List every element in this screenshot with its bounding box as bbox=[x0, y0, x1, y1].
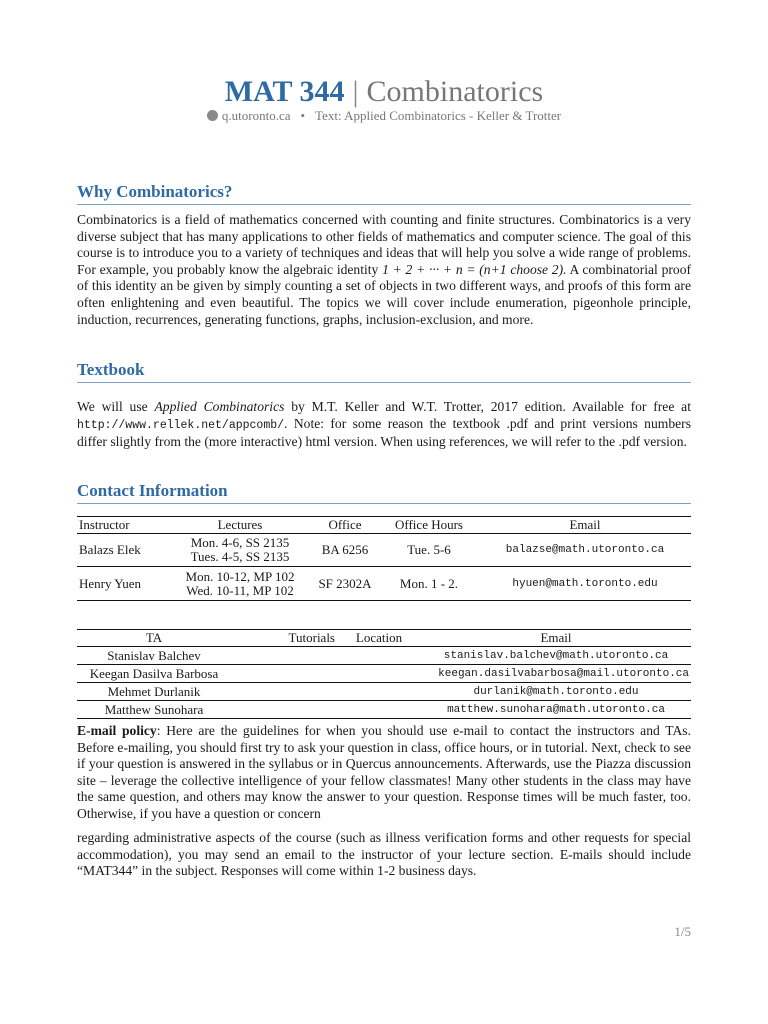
globe-icon bbox=[207, 110, 218, 121]
office: SF 2302A bbox=[311, 567, 379, 601]
ta-location bbox=[337, 683, 421, 701]
email-policy-paragraph bbox=[77, 723, 691, 823]
page-number: 1/5 bbox=[674, 924, 691, 939]
email-policy-paragraph-continued bbox=[77, 830, 691, 880]
textbook-reference: Text: Applied Combinatorics - Keller & Trotter bbox=[315, 108, 562, 123]
why-text-part2: A combinatorial proof of this identity an be given by simply counting a set of objects in two different ways, and proofs of this form are often enlightening and even beautiful. The topics we will cover include enumeration, pigeonhole principle, induction, recurrences, generating functions, graphs, inclusion-exclusion, and more. bbox=[77, 261, 692, 327]
title-separator: | bbox=[352, 75, 359, 108]
instructor-table bbox=[77, 516, 691, 601]
lecture-slot: Mon. 4-6, SS 2135 bbox=[190, 535, 290, 550]
subtitle bbox=[77, 108, 691, 124]
textbook-post: . Note: for some reason the textbook .pdf and print versions numbers differ slightly from the (more interactive) html version. When using references, we will refer to the .pdf version. bbox=[77, 415, 691, 450]
ta-tutorial bbox=[231, 683, 337, 701]
ta-name: Mehmet Durlanik bbox=[77, 683, 231, 701]
col-header-ta: TA bbox=[77, 630, 231, 647]
ta-location bbox=[337, 647, 421, 665]
col-header-email: Email bbox=[421, 630, 691, 647]
ta-location bbox=[337, 701, 421, 719]
ta-name: Keegan Dasilva Barbosa bbox=[77, 665, 231, 683]
col-header-lectures: Lectures bbox=[169, 517, 311, 534]
lecture-times bbox=[169, 534, 311, 567]
instructor-name: Balazs Elek bbox=[77, 534, 169, 567]
course-code: MAT 344 bbox=[224, 75, 345, 108]
textbook-paragraph bbox=[77, 399, 691, 451]
table-row bbox=[77, 683, 691, 701]
office-hours: Mon. 1 - 2. bbox=[379, 567, 479, 601]
page-title bbox=[77, 74, 691, 110]
email-link[interactable]: matthew.sunohara@math.utoronto.ca bbox=[421, 701, 691, 719]
lecture-slot: Mon. 10-12, MP 102 bbox=[185, 568, 295, 584]
section-heading-why: Why Combinatorics? bbox=[77, 182, 691, 205]
col-header-email: Email bbox=[479, 517, 691, 534]
textbook-url[interactable]: http://www.rellek.net/appcomb/ bbox=[77, 418, 285, 432]
col-header-instructor: Instructor bbox=[77, 517, 169, 534]
ta-tutorial bbox=[231, 665, 337, 683]
office: BA 6256 bbox=[311, 534, 379, 567]
col-header-tutorials: Tutorials bbox=[231, 630, 337, 647]
lecture-slot: Wed. 10-11, MP 102 bbox=[186, 582, 294, 598]
why-text-part1: Combinatorics is a field of mathematics concerned with counting and finite structures. Combinatorics is a very diverse subject that has many applications to other fields of mathematics and computer science. The goal of this course is to introduce you to a variety of techniques and ideas that will help you solve a wide range of problems. For example, you probably know the algebraic identity bbox=[77, 212, 691, 277]
table-row bbox=[77, 701, 691, 719]
ta-table-header bbox=[77, 630, 691, 647]
bullet-separator: • bbox=[300, 108, 306, 123]
email-policy-label: E-mail policy bbox=[77, 723, 157, 738]
email-link[interactable]: keegan.dasilvabarbosa@mail.utoronto.ca bbox=[421, 665, 691, 683]
textbook-pre: We will use bbox=[77, 399, 148, 414]
textbook-title: Applied Combinatorics bbox=[154, 399, 285, 414]
ta-location bbox=[337, 665, 421, 683]
ta-tutorial bbox=[231, 701, 337, 719]
lecture-times bbox=[169, 567, 311, 601]
email-link[interactable]: balazse@math.utoronto.ca bbox=[479, 534, 691, 567]
table-row bbox=[77, 567, 691, 601]
ta-tutorial bbox=[231, 647, 337, 665]
table-row bbox=[77, 647, 691, 665]
why-paragraph bbox=[77, 212, 691, 328]
textbook-mid: by M.T. Keller and W.T. Trotter, 2017 edition. Available for free at bbox=[291, 399, 691, 414]
ta-table bbox=[77, 629, 691, 719]
instructor-name: Henry Yuen bbox=[77, 567, 169, 601]
ta-name: Matthew Sunohara bbox=[77, 701, 231, 719]
email-policy-text: : Here are the guidelines for when you should use e-mail to contact the instructors and TAs. Before e-mailing, you should first try to ask your question in class, office hours, or in tutorial. Next, check to see if your question is answered in the syllabus or in Quercus announcements. Afterwards, use the Piazza discussion site – leverage the collective intelligence of your fellow classmates! Many other students in the class may have the same question, and others may know the answer to your question. Response times will be much faster, too. Otherwise, if you have a question or concern bbox=[77, 723, 691, 821]
lecture-slot: Tues. 4-5, SS 2135 bbox=[190, 549, 290, 564]
col-header-location: Location bbox=[337, 630, 421, 647]
section-heading-textbook: Textbook bbox=[77, 360, 691, 383]
col-header-office-hours: Office Hours bbox=[379, 517, 479, 534]
section-heading-contact: Contact Information bbox=[77, 481, 691, 504]
table-row bbox=[77, 665, 691, 683]
col-header-office: Office bbox=[311, 517, 379, 534]
email-link[interactable]: durlanik@math.toronto.edu bbox=[421, 683, 691, 701]
course-name: Combinatorics bbox=[366, 75, 544, 108]
ta-name: Stanislav Balchev bbox=[77, 647, 231, 665]
website-link[interactable]: q.utoronto.ca bbox=[221, 108, 291, 123]
email-link[interactable]: hyuen@math.toronto.edu bbox=[479, 567, 691, 601]
email-link[interactable]: stanislav.balchev@math.utoronto.ca bbox=[421, 647, 691, 665]
identity-formula: 1 + 2 + ··· + n = (n+1 choose 2). bbox=[382, 261, 567, 277]
instructor-table-header bbox=[77, 517, 691, 534]
table-row bbox=[77, 534, 691, 567]
email-policy-text2: regarding administrative aspects of the course (such as illness verification forms and other requests for special accommodation), you may send an email to the instructor of your lecture section. E-mails should include “MAT344” in the subject. Responses will come within 1-2 business days. bbox=[77, 830, 691, 879]
office-hours: Tue. 5-6 bbox=[379, 534, 479, 567]
